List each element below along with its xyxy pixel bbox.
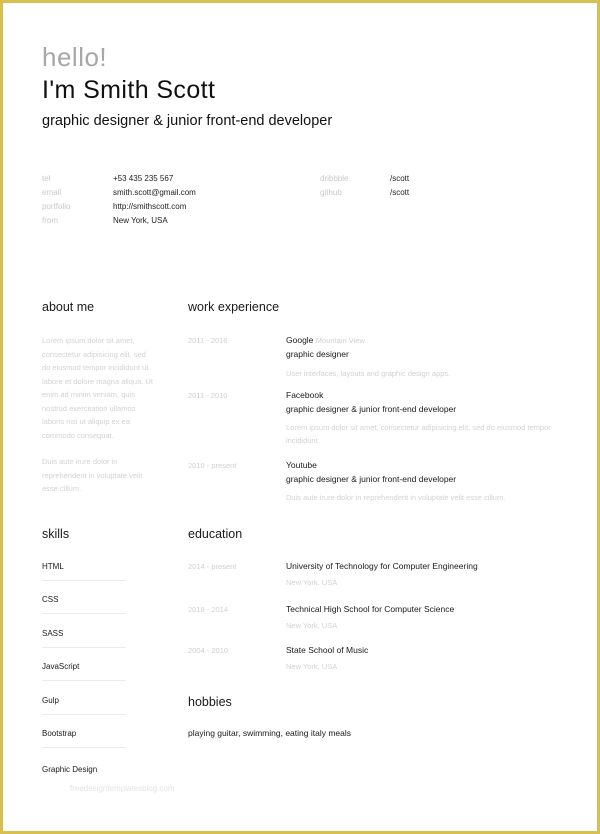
greeting: hello!: [42, 42, 108, 72]
education-school: Technical High School for Computer Science: [286, 604, 455, 614]
skill-divider: [42, 714, 126, 715]
contact-portfolio[interactable]: http://smithscott.com: [113, 202, 187, 211]
hobbies-text: playing guitar, swimming, eating italy meals: [188, 728, 351, 738]
work-description: User interfaces, layouts and graphic design apps.: [286, 369, 451, 378]
contact-label-portfolio: portfolio: [42, 202, 71, 211]
work-position: graphic designer & junior front-end developer: [286, 474, 457, 484]
work-years: 2010 - present: [188, 461, 237, 470]
work-title: work experience: [188, 300, 280, 314]
about-title: about me: [42, 300, 95, 314]
work-years: 2011 - 2010: [188, 391, 228, 400]
work-company: Youtube: [286, 460, 317, 470]
contact-label-from: from: [42, 216, 58, 225]
person-name: I'm Smith Scott: [42, 76, 216, 104]
contact-label-email: email: [42, 188, 62, 197]
education-location: New York, USA: [286, 662, 338, 671]
education-years: 2014 - present: [188, 562, 237, 571]
skill-divider: [42, 580, 126, 581]
education-years: 2018 - 2014: [188, 605, 229, 614]
skill-item: JavaScript: [42, 662, 80, 671]
about-paragraph-2: Duis aute irure dolor in reprehenderit in voluptate velit esse cillum.: [42, 457, 143, 493]
skills-title: skills: [42, 527, 70, 541]
skill-item: CSS: [42, 595, 59, 604]
contact-from: New York, USA: [113, 216, 168, 225]
work-company: Google Mountain View: [286, 335, 365, 345]
education-years: 2004 - 2010: [188, 646, 229, 655]
watermark: freedesigntemplatesblog.com: [70, 784, 175, 793]
contact-tel: +53 435 235 567: [113, 174, 174, 183]
skill-item: HTML: [42, 562, 64, 571]
skill-divider: [42, 647, 126, 648]
work-company: Facebook: [286, 390, 324, 400]
contact-label-dribbble: dribbble: [320, 174, 349, 183]
contact-github[interactable]: /scott: [390, 188, 410, 197]
contact-dribbble[interactable]: /scott: [390, 174, 410, 183]
skill-divider: [42, 680, 126, 681]
education-location: New York, USA: [286, 621, 338, 630]
work-years: 2011 - 2016: [188, 336, 228, 345]
education-school: State School of Music: [286, 645, 369, 655]
skill-divider: [42, 613, 126, 614]
education-location: New York, USA: [286, 578, 338, 587]
skill-item: Gulp: [42, 696, 59, 705]
work-description: Lorem ipsum dolor sit amet, consectetur adipisicing elit, sed do eiusmod tempor incididunt.: [286, 423, 551, 445]
work-position: graphic designer: [286, 349, 349, 359]
person-role: graphic designer & junior front-end developer: [42, 113, 333, 129]
skill-item: SASS: [42, 629, 64, 638]
hobbies-title: hobbies: [188, 695, 232, 709]
work-description: Duis aute irure dolor in reprehenderit in voluptate velit esse cillum.: [286, 493, 506, 502]
skill-item: Bootstrap: [42, 729, 77, 738]
about-paragraph-1: Lorem ipsum dolor sit amet, consectetur adipisicing elit, sed do eiusmod tempor incididunt ut labore et dolore magna aliqua. Ut enim ad minim veniam, quis nostrud exercitation ullamco laboris nisi ut aliquip ex ea commodo consequat.: [42, 336, 153, 440]
skill-divider: [42, 747, 126, 748]
education-title: education: [188, 527, 243, 541]
work-position: graphic designer & junior front-end developer: [286, 404, 457, 414]
contact-label-tel: tel: [42, 174, 51, 183]
contact-label-github: github: [320, 188, 342, 197]
education-school: University of Technology for Computer Engineering: [286, 561, 478, 571]
skill-item: Graphic Design: [42, 765, 98, 774]
contact-email[interactable]: smith.scott@gmail.com: [113, 188, 196, 197]
